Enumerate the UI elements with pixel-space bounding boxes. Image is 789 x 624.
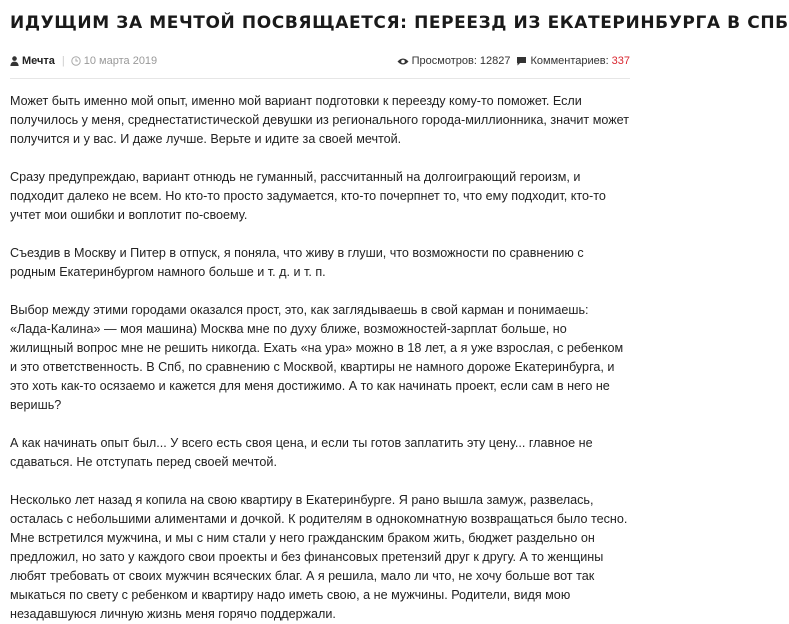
article-title: ИДУЩИМ ЗА МЕЧТОЙ ПОСВЯЩАЕТСЯ: ПЕРЕЕЗД ИЗ ЕКАТЕРИНБУРГА В СПБ <box>10 13 789 33</box>
meta-divider: | <box>61 55 65 67</box>
views-label: Просмотров: <box>411 55 477 67</box>
comment-icon <box>516 56 527 66</box>
article-meta <box>10 52 630 79</box>
clock-icon <box>71 56 81 66</box>
meta-left <box>10 55 397 67</box>
article-paragraph: Может быть именно мой опыт, именно мой вариант подготовки к переезду кому-то поможет. Если получилось у меня, среднестатистической девушки из регионального города-миллионника, значит может получится и у вас. И даже лучше. Верьте и идите за своей мечтой. <box>10 94 629 146</box>
publish-date: 10 марта 2019 <box>83 55 158 67</box>
comments-count-link[interactable]: 337 <box>611 55 630 67</box>
views-stat <box>397 55 511 67</box>
user-icon <box>10 56 19 66</box>
article-paragraph: Несколько лет назад я копила на свою квартиру в Екатеринбурге. Я рано вышла замуж, развелась, осталась с небольшими алиментами и дочкой. К родителям в однокомнатную возвращаться было тесно. Мне встретился мужчина, и мы с ним стали у него гражданским браком жить, бюджет раздельно он предложил, но зато у каждого свои проекты и без финансовых претензий друг к другу. А то женщины любят требовать от своих мужчин всяческих благ. А я решила, мало ли что, не хочу больше вот так мыкаться по свету с ребенком и квартиру надо иметь свою, а не мужчины. Родители, видя мою незадавшуюся личную жизнь меня горячо поддержали. <box>10 493 628 621</box>
article-paragraph: Съездив в Москву и Питер в отпуск, я поняла, что живу в глуши, что возможности по сравнению с родным Екатеринбургом намного больше и т. д. и т. п. <box>10 246 584 279</box>
author-link[interactable]: Мечта <box>22 55 55 67</box>
comments-label: Комментариев: <box>530 55 609 67</box>
article-paragraph: Выбор между этими городами оказался прост, это, как заглядываешь в свой карман и понимаешь: «Лада-Калина» — моя машина) Москва мне по духу ближе, возможностей-зарплат больше, но жилищный вопрос мне не решить никогда. Ехать «на ура» можно в 18 лет, а я уже взрослая, с ребенком и это ответственность. В Спб, по сравнению с Москвой, квартиры не намного дороже Екатеринбурга, и это хоть как-то осязаемо и кажется для меня достижимо. А то как начинать проект, если сам в него не веришь? <box>10 303 624 412</box>
article-body <box>10 92 630 624</box>
eye-icon <box>397 57 409 66</box>
views-count: 12827 <box>479 55 511 67</box>
meta-stats <box>397 55 630 67</box>
article-paragraph: Сразу предупреждаю, вариант отнюдь не гуманный, рассчитанный на долгоиграющий героизм, и подходит далеко не всем. Но кто-то просто задумается, кто-то почерпнет то, что ему подходит, кто-то учтет мои ошибки и воплотит по-своему. <box>10 170 606 222</box>
article-paragraph: А как начинать опыт был... У всего есть своя цена, и если ты готов заплатить эту цену... главное не сдаваться. Не отступать перед своей мечтой. <box>10 436 593 469</box>
comments-stat[interactable] <box>516 55 630 67</box>
